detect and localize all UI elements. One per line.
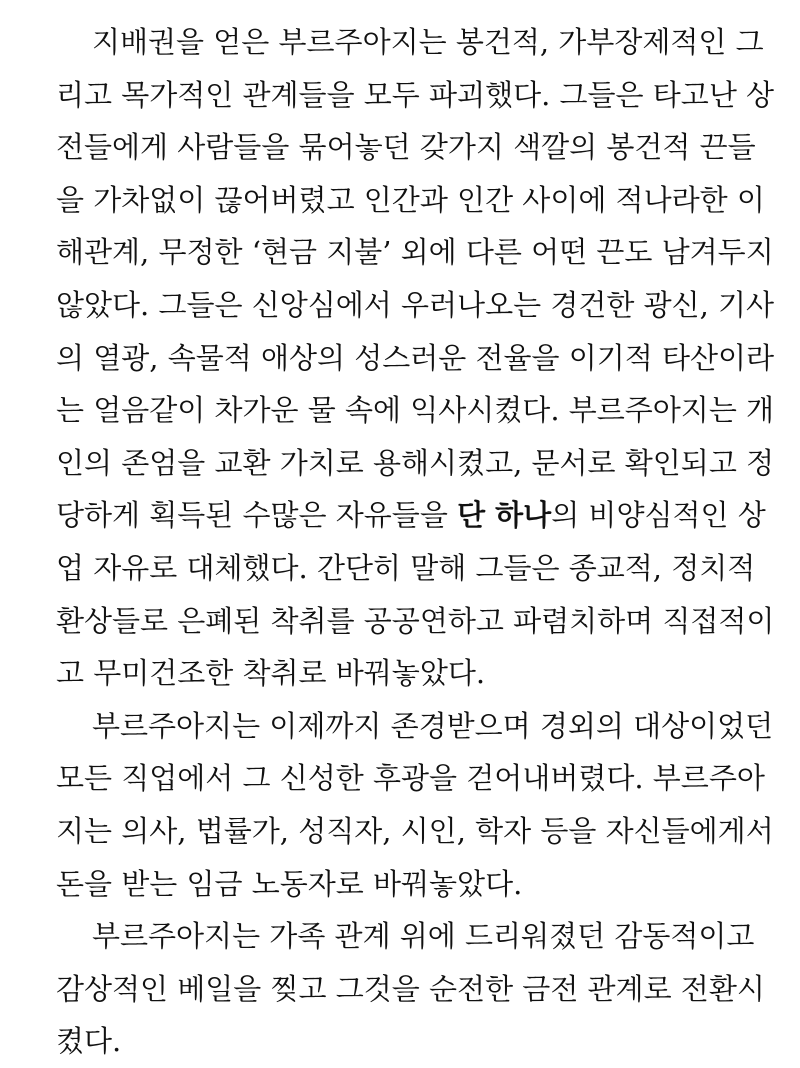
text-line: 의 열광, 속물적 애상의 성스러운 전율을 이기적 타산이라 (56, 340, 775, 375)
text-line: 지배권을 얻은 부르주아지는 봉건적, 가부장제적인 그 (92, 25, 764, 59)
text-line: 부르주아지는 가족 관계 위에 드리워졌던 감동적이고 (92, 919, 755, 954)
text-line: 감상적인 베일을 찢고 그것을 순전한 금전 관계로 전환시 (56, 971, 765, 1006)
text-line: 돈을 받는 임금 노동자로 바꿔놓았다. (56, 866, 523, 901)
paragraph-1 (56, 16, 775, 700)
text-line: 업 자유로 대체했다. 간단히 말해 그들은 종교적, 정치적 (56, 550, 756, 585)
text-line: 리고 목가적인 관계들을 모두 파괴했다. 그들은 타고난 상 (56, 77, 775, 112)
text-line: 않았다. 그들은 신앙심에서 우러나오는 경건한 광신, 기사 (56, 287, 775, 322)
text-line: 을 가차없이 끊어버렸고 인간과 인간 사이에 적나라한 이 (56, 182, 765, 217)
paragraph-3 (56, 910, 765, 1068)
text-line: 부르주아지는 이제까지 존경받으며 경외의 대상이었던 (92, 708, 774, 743)
text-line: 지는 의사, 법률가, 성직자, 시인, 학자 등을 자신들에게서 (56, 813, 774, 848)
text-line: 전들에게 사람들을 묶어놓던 갖가지 색깔의 봉건적 끈들 (56, 130, 756, 165)
text-line: 는 얼음같이 차가운 물 속에 익사시켰다. 부르주아지는 개 (56, 393, 775, 428)
document-page (56, 16, 775, 1068)
text-line: 모든 직업에서 그 신성한 후광을 걷어내버렸다. 부르주아 (56, 761, 765, 796)
text-line-with-emphasis (56, 489, 766, 542)
text-line: 환상들로 은폐된 착취를 공공연하고 파렴치하며 직접적이 (56, 603, 775, 638)
text-segment: 의 비양심적인 상 (551, 498, 766, 533)
text-segment: 당하게 획득된 수많은 자유들을 (56, 498, 458, 533)
paragraph-2 (56, 700, 774, 910)
text-line: 인의 존엄을 교환 가치로 용해시켰고, 문서로 확인되고 정 (56, 445, 775, 480)
emphasized-text: 단 하나 (457, 498, 552, 533)
text-line: 고 무미건조한 착취로 바꿔놓았다. (56, 656, 486, 691)
text-line: 해관계, 무정한 ‘현금 지불’ 외에 다른 어떤 끈도 남겨두지 (56, 235, 774, 270)
text-line: 켰다. (56, 1024, 122, 1059)
